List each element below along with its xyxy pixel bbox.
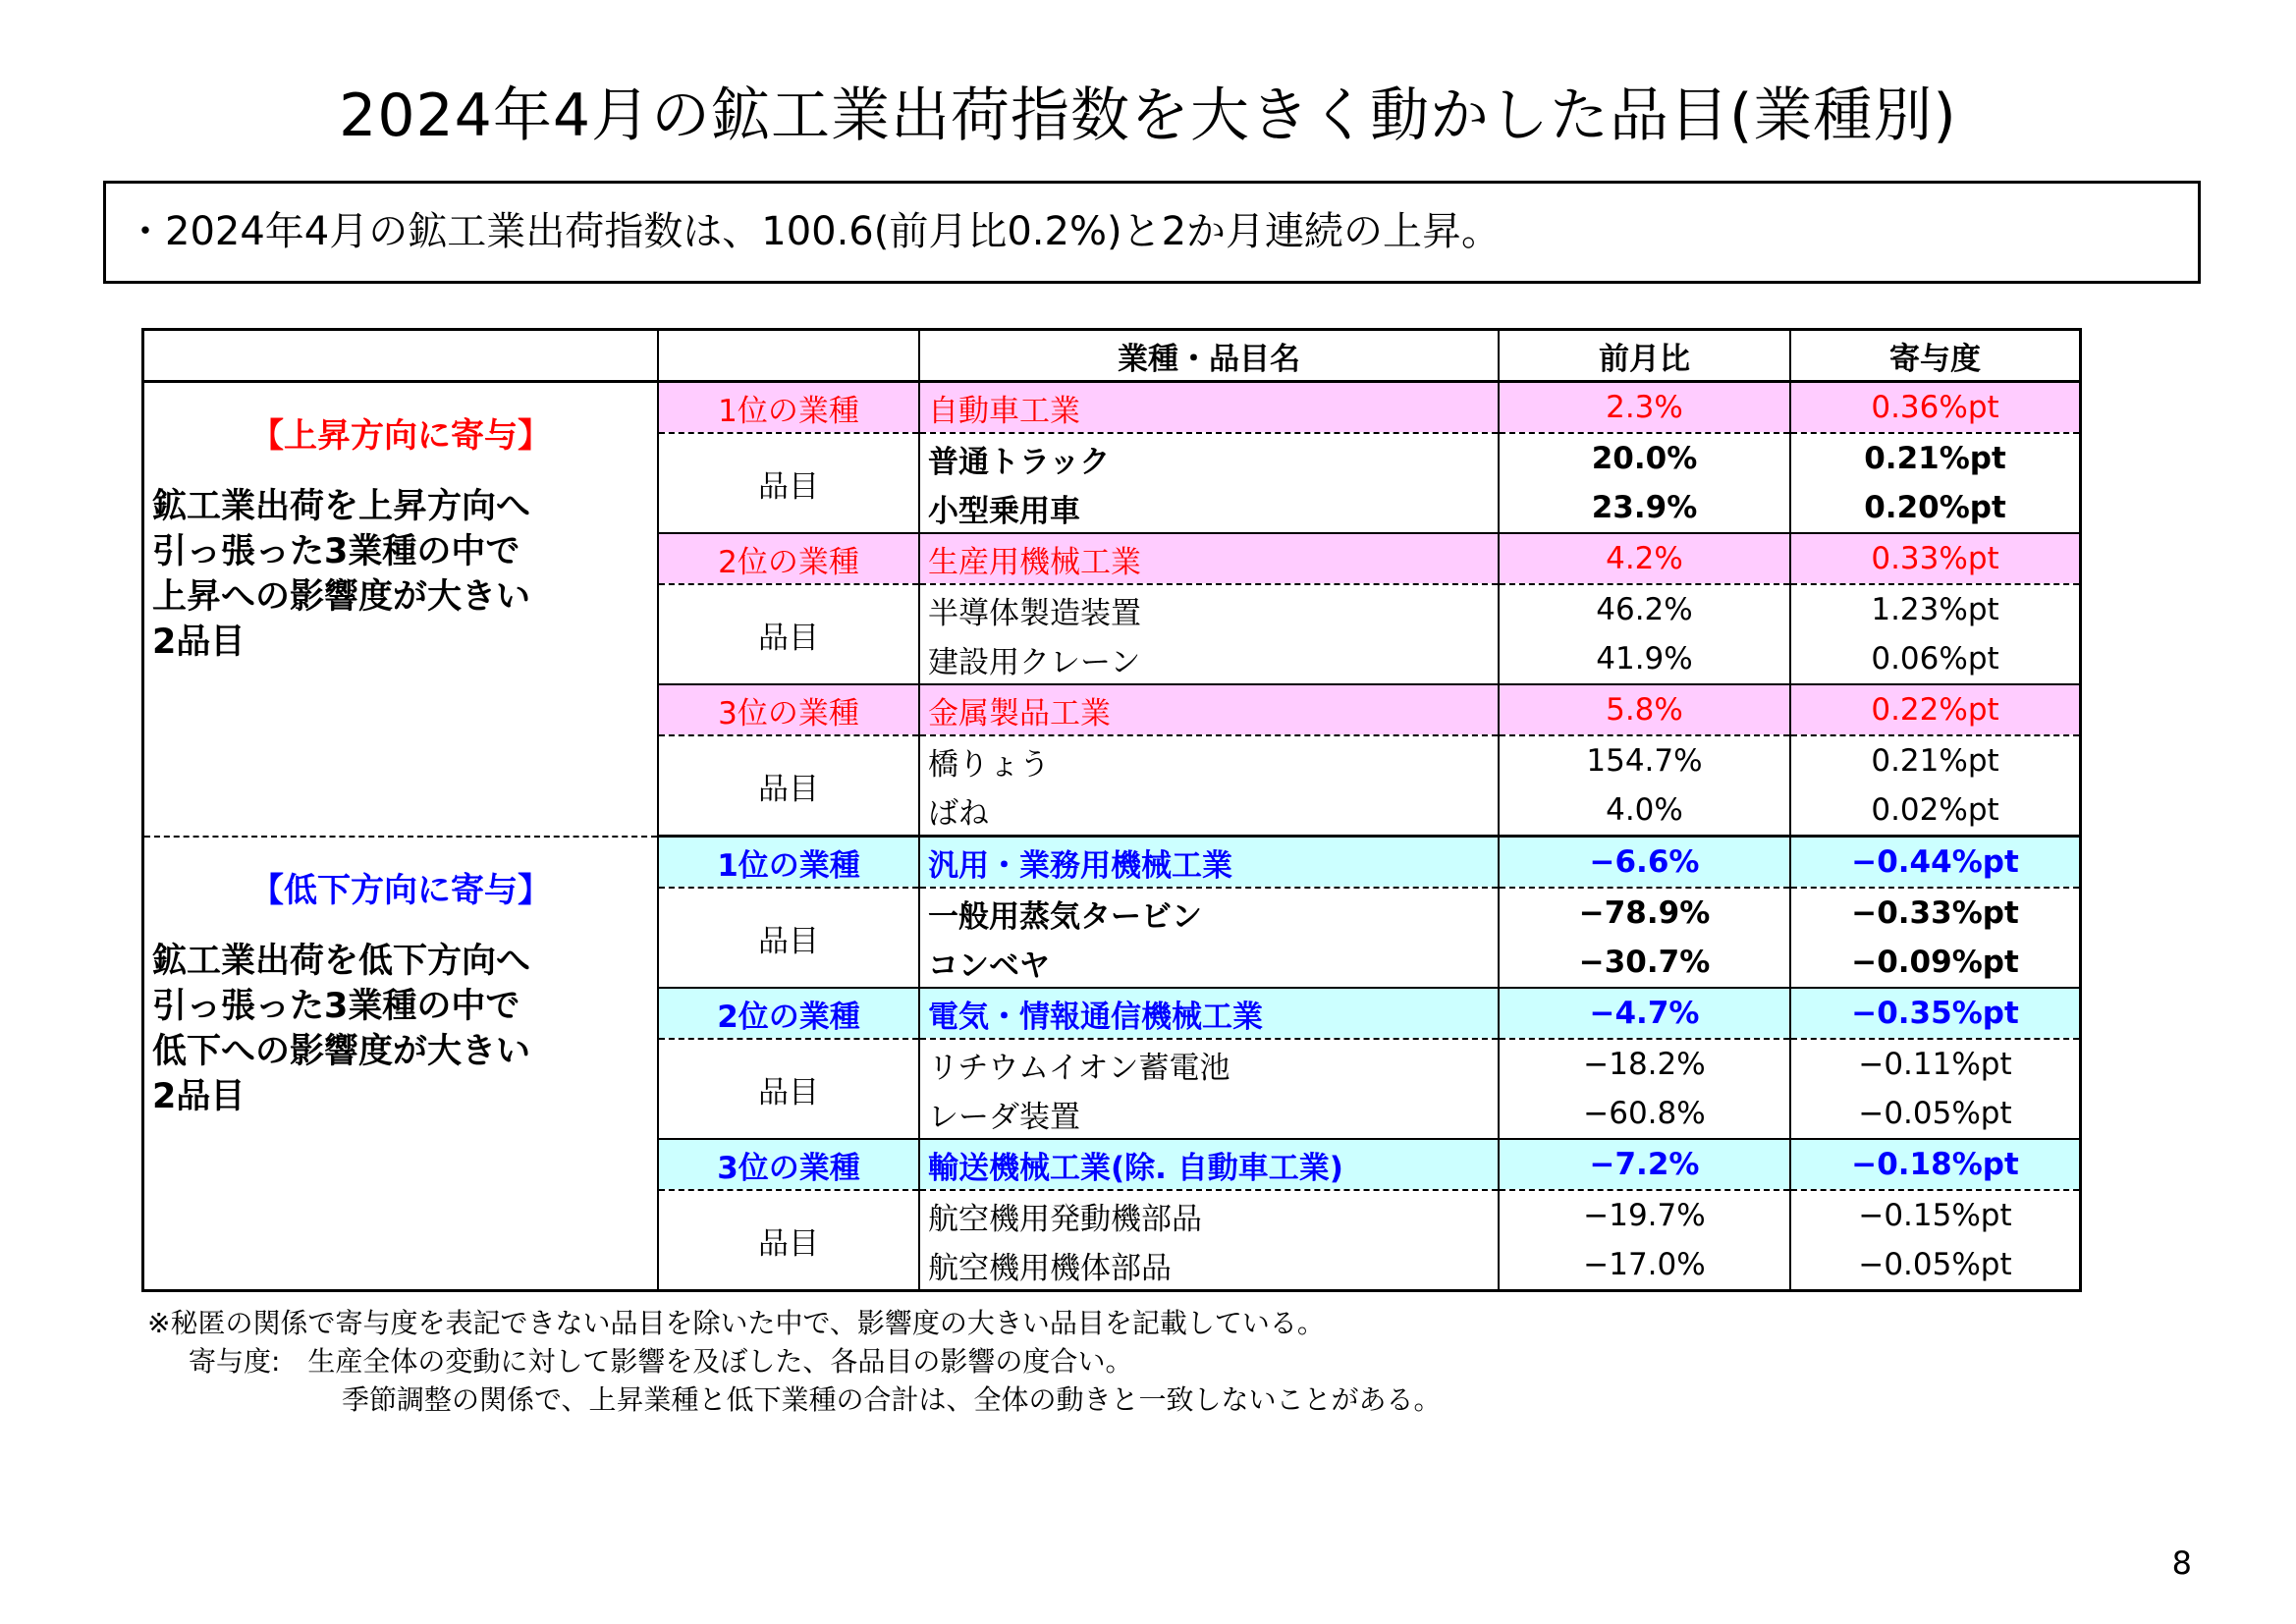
item-change: −30.7% xyxy=(1499,938,1790,988)
item-name: 航空機用機体部品 xyxy=(919,1240,1499,1291)
item-change: 46.2% xyxy=(1499,584,1790,634)
industry-row xyxy=(143,837,2081,889)
industry-contribution: 0.33%pt xyxy=(1790,533,2081,584)
description-line: 引っ張った3業種の中で xyxy=(152,986,520,1026)
item-label: 品目 xyxy=(658,1039,919,1139)
industry-name: 自動車工業 xyxy=(919,382,1499,434)
industry-change: 2.3% xyxy=(1499,382,1790,434)
item-contribution: 0.21%pt xyxy=(1864,441,2006,476)
industry-row xyxy=(143,382,2081,434)
industry-rank: 1位の業種 xyxy=(658,382,919,434)
footnote-3: 季節調整の関係で、上昇業種と低下業種の合計は、全体の動きと一致しないことがある。 xyxy=(342,1383,1442,1416)
item-contribution: −0.11%pt xyxy=(1858,1047,2012,1082)
item-contribution: 0.20%pt xyxy=(1790,483,2081,533)
description-line: 引っ張った3業種の中で xyxy=(152,532,520,571)
item-name: 半導体製造装置 xyxy=(919,584,1499,634)
item-name: 小型乗用車 xyxy=(919,483,1499,533)
item-label: 品目 xyxy=(658,433,919,533)
footnotes xyxy=(147,1304,1441,1419)
page-title: 2024年4月の鉱工業出荷指数を大きく動かした品目(業種別) xyxy=(339,81,1957,150)
item-name: レーダ装置 xyxy=(919,1089,1499,1139)
item-contribution: −0.09%pt xyxy=(1790,938,2081,988)
item-name: 一般用蒸気タービン xyxy=(919,888,1499,938)
item-change: −60.8% xyxy=(1499,1089,1790,1139)
footnote-2: 寄与度: 生産全体の変動に対して影響を及ぼした、各品目の影響の度合い。 xyxy=(189,1345,1133,1378)
item-change: 4.0% xyxy=(1499,785,1790,837)
industry-contribution: 0.22%pt xyxy=(1790,684,2081,735)
industry-rank: 3位の業種 xyxy=(658,1139,919,1190)
industry-change: −4.7% xyxy=(1499,988,1790,1039)
item-change: 23.9% xyxy=(1499,483,1790,533)
industry-rank: 3位の業種 xyxy=(658,684,919,735)
item-label: 品目 xyxy=(658,888,919,988)
item-change: −18.2% xyxy=(1499,1039,1790,1089)
industry-name: 電気・情報通信機械工業 xyxy=(919,988,1499,1039)
item-contribution: 0.21%pt xyxy=(1871,743,1999,779)
header-change: 前月比 xyxy=(1499,330,1790,382)
industry-name: 汎用・業務用機械工業 xyxy=(919,837,1499,889)
industry-contribution: −0.35%pt xyxy=(1790,988,2081,1039)
industry-contribution: −0.18%pt xyxy=(1790,1139,2081,1190)
item-change: 41.9% xyxy=(1499,634,1790,684)
page-number: 8 xyxy=(2171,1544,2192,1582)
item-contribution: 0.02%pt xyxy=(1790,785,2081,837)
industry-contribution: −0.44%pt xyxy=(1790,837,2081,889)
item-name: 航空機用発動機部品 xyxy=(919,1190,1499,1240)
industry-contribution: 0.36%pt xyxy=(1790,382,2081,434)
section-down-cell xyxy=(143,837,659,1291)
description-line: 2品目 xyxy=(152,1076,246,1116)
section-description xyxy=(152,939,657,1119)
item-name: 普通トラック xyxy=(919,433,1499,483)
industry-rank: 2位の業種 xyxy=(658,988,919,1039)
section-up-heading: 【上昇方向に寄与】 xyxy=(250,416,551,456)
item-label: 品目 xyxy=(658,735,919,837)
industry-change: −6.6% xyxy=(1499,837,1790,889)
table-header-row xyxy=(143,330,2081,382)
item-contribution: 0.06%pt xyxy=(1790,634,2081,684)
description-line: 2品目 xyxy=(152,623,246,662)
summary-box xyxy=(103,181,2201,284)
item-contribution: −0.05%pt xyxy=(1790,1240,2081,1291)
description-line: 鉱工業出荷を低下方向へ xyxy=(152,941,531,981)
item-name: 建設用クレーン xyxy=(919,634,1499,684)
description-line: 鉱工業出荷を上昇方向へ xyxy=(152,487,531,526)
industry-change: −7.2% xyxy=(1499,1139,1790,1190)
section-up-cell xyxy=(143,382,659,837)
industry-name: 輸送機械工業(除. 自動車工業) xyxy=(919,1139,1499,1190)
description-line: 上昇への影響度が大きい xyxy=(152,577,531,617)
header-contribution: 寄与度 xyxy=(1790,330,2081,382)
header-name: 業種・品目名 xyxy=(919,330,1499,382)
industry-name: 金属製品工業 xyxy=(919,684,1499,735)
contribution-table xyxy=(141,328,2082,1292)
industry-change: 5.8% xyxy=(1499,684,1790,735)
item-contribution: −0.15%pt xyxy=(1858,1198,2012,1233)
item-contribution: −0.05%pt xyxy=(1790,1089,2081,1139)
header-blank-cell xyxy=(658,330,919,382)
industry-change: 4.2% xyxy=(1499,533,1790,584)
industry-rank: 1位の業種 xyxy=(658,837,919,889)
header-blank-cell xyxy=(143,330,659,382)
industry-name: 生産用機械工業 xyxy=(919,533,1499,584)
item-contribution: 1.23%pt xyxy=(1871,592,1999,627)
section-description xyxy=(152,484,657,665)
item-change: 154.7% xyxy=(1499,735,1790,785)
description-line: 低下への影響度が大きい xyxy=(152,1031,531,1071)
item-name: ばね xyxy=(919,785,1499,837)
section-down-heading: 【低下方向に寄与】 xyxy=(250,870,551,910)
item-change: −17.0% xyxy=(1499,1240,1790,1291)
item-change: −78.9% xyxy=(1499,888,1790,938)
item-name: 橋りょう xyxy=(919,735,1499,785)
item-name: コンベヤ xyxy=(919,938,1499,988)
item-change: 20.0% xyxy=(1499,433,1790,483)
footnote-1: ※秘匿の関係で寄与度を表記できない品目を除いた中で、影響度の大きい品目を記載している。 xyxy=(147,1307,1325,1339)
item-contribution: −0.33%pt xyxy=(1851,895,2019,931)
industry-rank: 2位の業種 xyxy=(658,533,919,584)
item-name: リチウムイオン蓄電池 xyxy=(919,1039,1499,1089)
item-label: 品目 xyxy=(658,584,919,684)
item-change: −19.7% xyxy=(1499,1190,1790,1240)
item-label: 品目 xyxy=(658,1190,919,1291)
summary-text: ・2024年4月の鉱工業出荷指数は、100.6(前月比0.2%)と2か月連続の上昇。 xyxy=(126,209,1502,254)
